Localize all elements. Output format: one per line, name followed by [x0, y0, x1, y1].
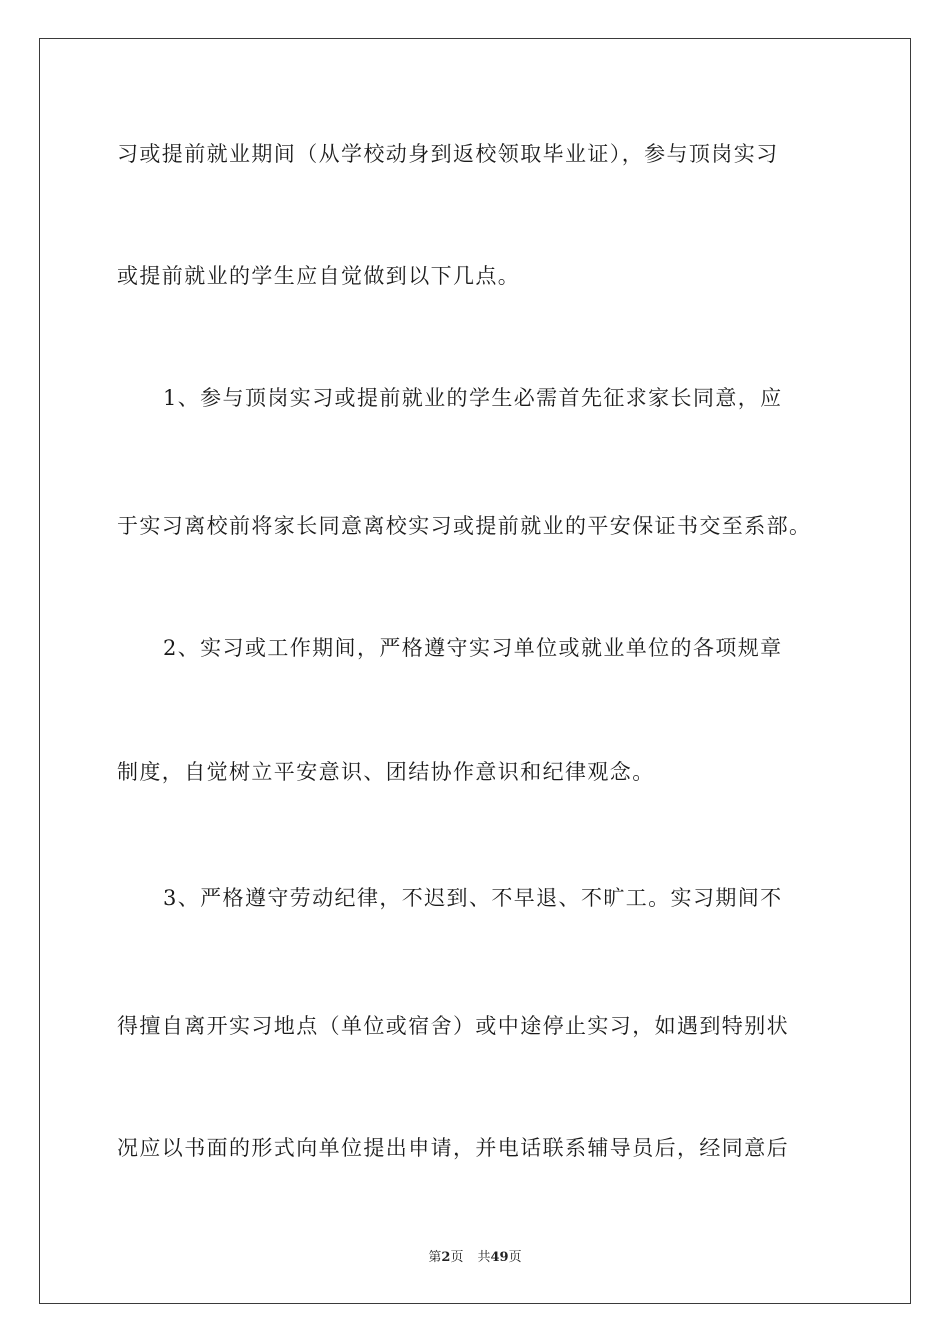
body-line-1: 习或提前就业期间（从学校动身到返校领取毕业证），参与顶岗实习 [117, 142, 779, 166]
body-line-6: 制度，自觉树立平安意识、团结协作意识和纪律观念。 [117, 760, 655, 784]
body-line-5: 2、实习或工作期间，严格遵守实习单位或就业单位的各项规章 [163, 636, 783, 660]
body-line-8: 得擅自离开实习地点（单位或宿舍）或中途停止实习，如遇到特别状 [117, 1014, 789, 1038]
page-prefix: 第 [428, 1250, 442, 1265]
body-line-7: 3、严格遵守劳动纪律，不迟到、不早退、不旷工。实习期间不 [163, 886, 783, 910]
body-line-2: 或提前就业的学生应自觉做到以下几点。 [117, 264, 521, 288]
total-pages: 49 [490, 1250, 509, 1265]
body-line-9: 况应以书面的形式向单位提出申请，并电话联系辅导员后，经同意后 [117, 1136, 789, 1160]
body-line-3: 1、参与顶岗实习或提前就业的学生必需首先征求家长同意，应 [163, 386, 783, 410]
total-suffix: 页 [508, 1250, 522, 1265]
total-prefix: 共 [477, 1250, 491, 1265]
page-number: 2 [441, 1250, 451, 1265]
page-border [39, 38, 911, 1304]
page-suffix: 页 [450, 1250, 464, 1265]
body-line-4: 于实习离校前将家长同意离校实习或提前就业的平安保证书交至系部。 [117, 514, 812, 538]
page-footer [0, 1249, 950, 1267]
